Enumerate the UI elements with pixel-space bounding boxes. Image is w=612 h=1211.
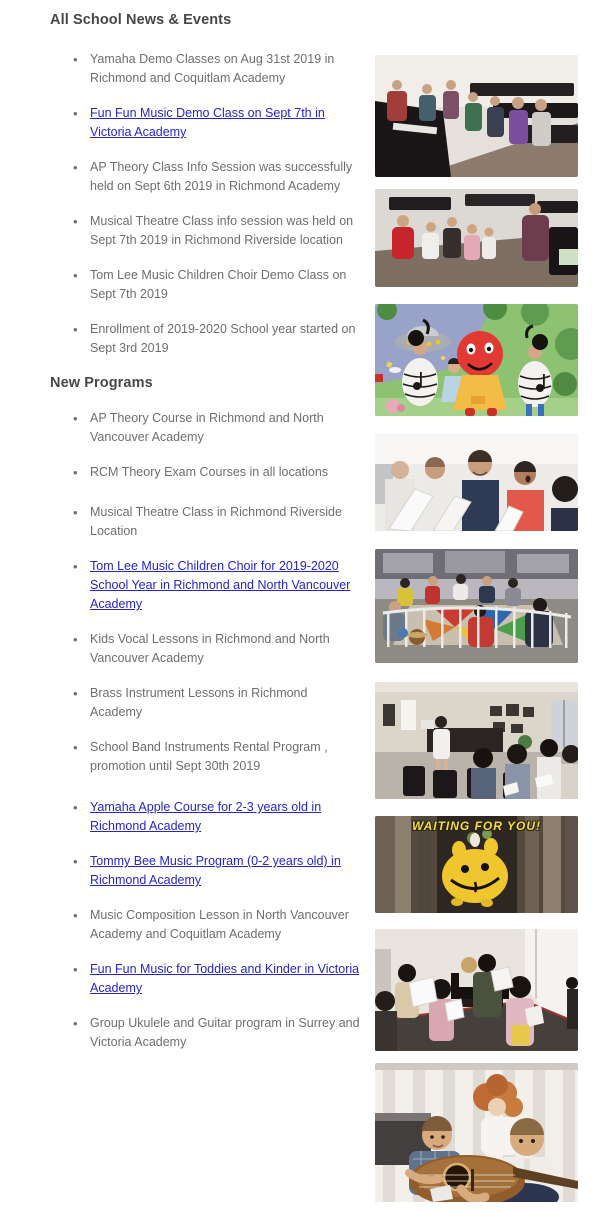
list-item — [90, 906, 362, 944]
photo-mascot-cartoon — [375, 304, 578, 416]
photo-illustration — [375, 1063, 578, 1202]
news-item-text: AP Theory Class Info Session was successfully held on Sept 6th 2019 in Richmond Academy — [90, 160, 353, 193]
photo-info-session-hall — [375, 682, 578, 799]
list-item — [90, 158, 362, 196]
news-item-text: Enrollment of 2019-2020 School year started on Sept 3rd 2019 — [90, 322, 356, 355]
photo-guitar-lesson — [375, 1063, 578, 1202]
waiting-for-you-caption: WAITING FOR YOU! — [411, 819, 542, 833]
list-item — [90, 630, 362, 668]
list-item — [90, 212, 362, 250]
list-item — [90, 798, 362, 836]
photo-illustration — [375, 434, 578, 531]
program-item-text: Kids Vocal Lessons in Richmond and North Vancouver Academy — [90, 632, 330, 665]
section-title-news: All School News & Events — [50, 12, 232, 28]
list-item — [90, 503, 362, 541]
photo-yamaha-demo-class — [375, 55, 578, 177]
list-item — [90, 320, 362, 358]
photo-illustration — [375, 929, 578, 1051]
photo-illustration — [375, 304, 578, 416]
list-item — [90, 557, 362, 614]
news-item-text: Tom Lee Music Children Choir Demo Class on Sept 7th 2019 — [90, 268, 347, 301]
photo-illustration — [375, 549, 578, 663]
news-item-text: Musical Theatre Class info session was held on Sept 7th 2019 in Richmond Riverside location — [90, 214, 354, 247]
section-title-programs: New Programs — [50, 375, 153, 391]
program-item-text: School Band Instruments Rental Program , promotion until Sept 30th 2019 — [90, 740, 328, 773]
list-item — [90, 50, 362, 88]
program-item-text: Brass Instrument Lessons in Richmond Academy — [90, 686, 308, 719]
photo-illustration — [375, 189, 578, 287]
list-item — [90, 1014, 362, 1052]
list-item — [90, 409, 362, 447]
list-item — [90, 266, 362, 304]
news-item-text: Yamaha Demo Classes on Aug 31st 2019 in Richmond and Coquitlam Academy — [90, 52, 335, 85]
news-link-funfun-demo[interactable]: Fun Fun Music Demo Class on Sept 7th in Victoria Academy — [90, 106, 325, 139]
program-item-text: RCM Theory Exam Courses in all locations — [90, 465, 329, 479]
list-item — [90, 852, 362, 890]
photo-vocal-class — [375, 929, 578, 1051]
list-item — [90, 960, 362, 998]
photo-kids-demo-class — [375, 189, 578, 287]
list-item — [90, 104, 362, 142]
photo-illustration — [375, 682, 578, 799]
program-link-tommy-bee[interactable]: Tommy Bee Music Program (0-2 years old) in Richmond Academy — [90, 854, 341, 887]
program-item-text: AP Theory Course in Richmond and North Vancouver Academy — [90, 411, 324, 444]
list-item — [90, 463, 362, 482]
list-item — [90, 684, 362, 722]
program-link-funfun-toddies[interactable]: Fun Fun Music for Toddies and Kinder in Victoria Academy — [90, 962, 360, 995]
photo-waiting-for-you-bee — [375, 816, 578, 913]
program-item-text: Musical Theatre Class in Richmond Riverside Location — [90, 505, 342, 538]
list-item — [90, 738, 362, 776]
newsletter-page — [0, 11, 612, 1052]
program-link-yamaha-apple[interactable]: Yamaha Apple Course for 2-3 years old in Richmond Academy — [90, 800, 322, 833]
program-item-text: Group Ukulele and Guitar program in Surrey and Victoria Academy — [90, 1016, 360, 1049]
program-link-children-choir[interactable]: Tom Lee Music Children Choir for 2019-2020 School Year in Richmond and North Vancouver Academy — [90, 559, 351, 611]
photo-children-choir — [375, 434, 578, 531]
program-item-text: Music Composition Lesson in North Vancouver Academy and Coquitlam Academy — [90, 908, 349, 941]
photo-illustration — [375, 55, 578, 177]
photo-playmat-session — [375, 549, 578, 663]
